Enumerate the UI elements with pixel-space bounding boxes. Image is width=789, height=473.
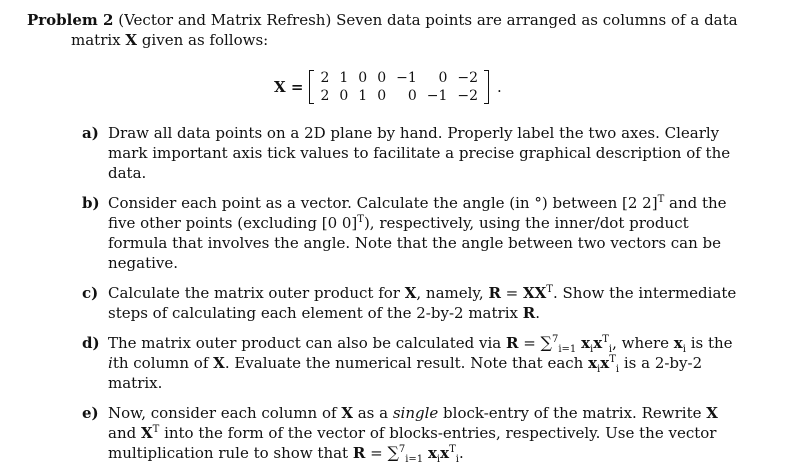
part-label: c) xyxy=(82,284,99,302)
problem-line2-post: given as follows: xyxy=(141,31,269,49)
matrix-name: X xyxy=(274,78,286,96)
matrix-cell: 0 xyxy=(377,88,387,104)
part-label: a) xyxy=(82,124,99,142)
matrix-x xyxy=(309,69,489,105)
part-label: d) xyxy=(82,334,100,352)
matrix-cell: −2 xyxy=(457,70,479,86)
matrix-cell: 0 xyxy=(407,88,417,104)
part-text: Draw all data points on a 2D plane by hand. Properly label the two axes. Clearly mark important axis tick values to facilitate a precise graphical description of the data. xyxy=(108,124,731,182)
problem-label: Problem 2 xyxy=(27,11,114,29)
matrix-row-2 xyxy=(315,87,483,105)
problem-line2-pre: matrix xyxy=(71,31,121,49)
part-label: b) xyxy=(82,194,100,212)
matrix-cell: 0 xyxy=(438,70,448,86)
matrix-equation: X = 2 1 0 0 −1 0 −2 2 0 1 0 0 −1 −2 . xyxy=(274,70,502,104)
matrix-cell: 1 xyxy=(339,70,349,86)
matrix-row-1 xyxy=(315,69,483,87)
matrix-cell: −2 xyxy=(457,88,479,104)
matrix-cell: 0 xyxy=(358,70,368,86)
part-text: Calculate the matrix outer product for X, namely, $R = XX^T$. Show the intermediate steps of calculating each element of the 2-by-2 matrix R. xyxy=(108,284,737,322)
part-b xyxy=(82,193,742,273)
problem-line2-var: X xyxy=(125,31,138,49)
part-label: e) xyxy=(82,404,99,422)
matrix-cell: −1 xyxy=(426,88,448,104)
matrix-cell: 0 xyxy=(339,88,349,104)
problem-statement xyxy=(27,10,767,50)
matrix-cell: 2 xyxy=(320,88,330,104)
problem-topic: (Vector and Matrix Refresh) Seven data points are arranged as columns of a data xyxy=(118,11,738,29)
matrix-cell: 0 xyxy=(377,70,387,86)
part-e xyxy=(82,403,742,463)
matrix-cell: 1 xyxy=(358,88,368,104)
part-text: Consider each point as a vector. Calculate the angle (in °) between [2 2]$^T$ and the five other points (excluding [0 0]$^T$), respectively, using the inner/dot product formula that involves the angle. Note that the angle between two vectors can be negative. xyxy=(108,194,727,272)
matrix-cell: 2 xyxy=(320,70,330,86)
part-text: The matrix outer product can also be calculated via R = ∑$^7_{i=1}$ $x_ix^T_i$, where $x_i$ is the ith column of X. Evaluate the numerical result. Note that each $x_ix^T_i$ is a 2-by-2 matrix. xyxy=(108,333,733,392)
matrix-cell: −1 xyxy=(396,70,417,86)
subquestions xyxy=(82,123,742,473)
part-c xyxy=(82,283,742,323)
part-text: Now, consider each column of X as a single block-entry of the matrix. Rewrite X and $X^T$ into the form of the vector of blocks-entries, respectively. Use the vector multiplication rule to show that R = ∑$^7_{i=1}$ $x_ix^T_i$. xyxy=(108,404,718,465)
part-a xyxy=(82,123,742,183)
part-d xyxy=(82,333,742,393)
